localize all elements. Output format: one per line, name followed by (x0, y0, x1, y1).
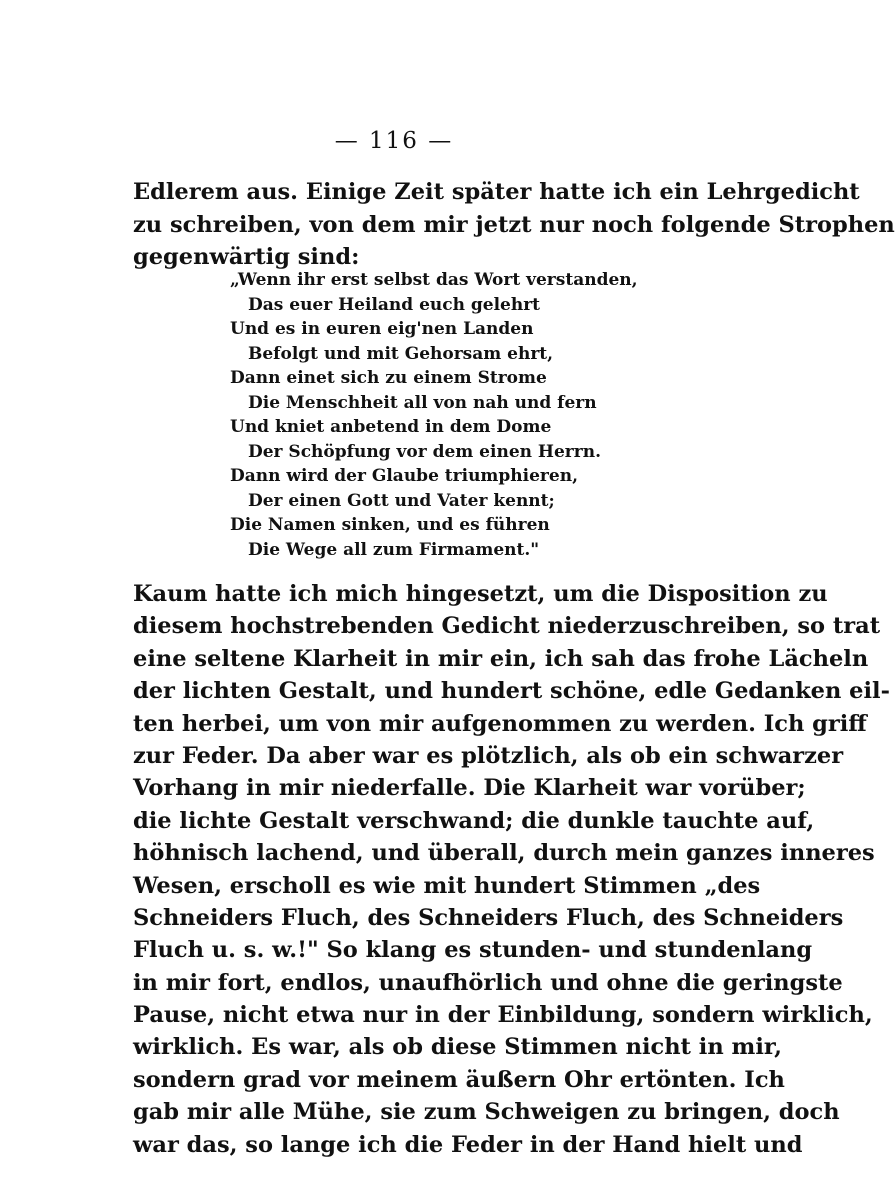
text-line: ten herbei, um von mir aufgenommen zu werden. Ich griff (133, 710, 867, 737)
text-line: gab mir alle Mühe, sie zum Schweigen zu bringen, doch (133, 1099, 840, 1126)
main-paragraph (133, 578, 890, 1161)
text-line: Kaum hatte ich mich hingesetzt, um die Disposition zu (133, 581, 828, 607)
text-line: Schneiders Fluch, des Schneiders Fluch, des Schneiders (133, 904, 844, 931)
verse-line: Die Wege all zum Firmament." (248, 539, 540, 560)
verse-line: Die Menschheit all von nah und fern (248, 392, 597, 413)
text-line: höhnisch lachend, und überall, durch mein ganzes inneres (133, 840, 875, 867)
text-line: Vorhang in mir niederfalle. Die Klarheit war vorüber; (133, 775, 806, 802)
verse-line: Der einen Gott und Vater kennt; (248, 490, 555, 511)
text-line: Edlerem aus. Einige Zeit später hatte ich ein Lehrgedicht (133, 179, 860, 205)
verse-line: Und es in euren eig'nen Landen (230, 319, 534, 339)
verse-line: Befolgt und mit Gehorsam ehrt, (248, 343, 554, 364)
verse-line: Und kniet anbetend in dem Dome (230, 417, 552, 437)
verse-line: Die Namen sinken, und es führen (230, 515, 550, 535)
verse-line: Das euer Heiland euch gelehrt (248, 294, 541, 315)
verse-line: „Wenn ihr erst selbst das Wort verstanden, (230, 270, 638, 290)
text-line: diesem hochstrebenden Gedicht niederzuschreiben, so trat (133, 613, 881, 640)
text-line: sondern grad vor meinem äußern Ohr ertönten. Ich (133, 1066, 785, 1093)
text-line: der lichten Gestalt, und hundert schöne, edle Gedanken eil- (133, 678, 890, 705)
text-line: zu schreiben, von dem mir jetzt nur noch folgende Strophen (133, 211, 895, 238)
text-line: in mir fort, endlos, unaufhörlich und ohne die geringste (133, 969, 843, 996)
text-line: Fluch u. s. w.!" So klang es stunden- und stundenlang (133, 937, 813, 964)
text-line: wirklich. Es war, als ob diese Stimmen nicht in mir, (133, 1034, 782, 1061)
text-line: war das, so lange ich die Feder in der Hand hielt und (133, 1131, 803, 1158)
verse-line: Dann wird der Glaube triumphieren, (230, 466, 578, 486)
poem-stanza (230, 268, 638, 562)
page-number: — 116 — (334, 128, 454, 154)
text-line: Pause, nicht etwa nur in der Einbildung, sondern wirklich, (133, 1002, 873, 1029)
text-line: eine seltene Klarheit in mir ein, ich sah das frohe Lächeln (133, 645, 869, 672)
intro-paragraph (133, 176, 895, 274)
text-line: gegenwärtig sind: (133, 244, 360, 271)
text-line: die lichte Gestalt verschwand; die dunkle tauchte auf, (133, 807, 815, 834)
verse-line: Der Schöpfung vor dem einen Herrn. (248, 441, 601, 462)
text-line: zur Feder. Da aber war es plötzlich, als ob ein schwarzer (133, 742, 844, 769)
text-line: Wesen, erscholl es wie mit hundert Stimmen „des (133, 872, 761, 899)
verse-line: Dann einet sich zu einem Strome (230, 368, 547, 388)
